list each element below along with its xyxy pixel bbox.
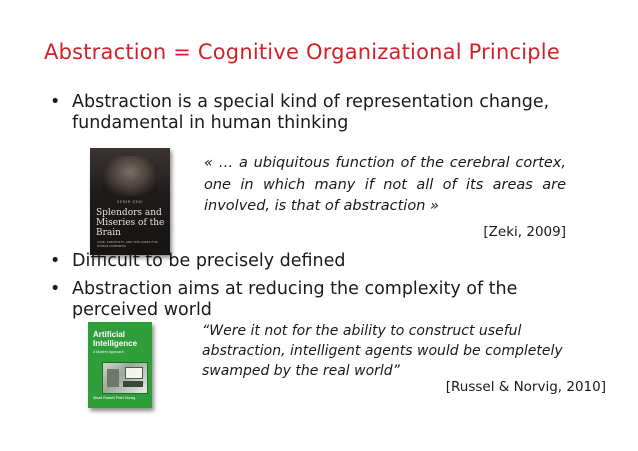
book-author: SEMIR ZEKI	[117, 200, 143, 204]
reference-russell-norvig: [Russel & Norvig, 2010]	[445, 379, 606, 395]
bullet-text: Difficult to be precisely defined	[72, 251, 346, 271]
book-cover-splendors	[90, 148, 170, 255]
bullet-text: Abstraction is a special kind of representation change, fundamental in human thinking	[72, 92, 550, 133]
bullet-marker: •	[50, 251, 61, 271]
book-authors: Stuart Russell Peter Norvig	[93, 396, 136, 400]
book-subtitle: LOVE, CREATIVITY, AND THE QUEST FOR HUMAN HAPPINESS	[97, 240, 158, 248]
quote-zeki: « … a ubiquitous function of the cerebral cortex, one in which many if not all of its areas are involved, is that of abstraction »	[204, 155, 566, 214]
slide-title: Abstraction = Cognitive Organizational Principle	[44, 40, 560, 64]
bullet-marker: •	[50, 279, 61, 299]
book-title: Splendors and Miseries of the Brain	[96, 208, 165, 238]
book-title: Artificial Intelligence	[93, 330, 138, 348]
quote-russell-norvig: “Were it not for the ability to construct useful abstraction, intelligent agents would be completely swamped by the real world”	[202, 323, 563, 379]
bullet-item	[50, 251, 590, 272]
cover-illustration	[102, 362, 148, 394]
bullet-marker: •	[50, 92, 61, 112]
cover-illustration	[102, 156, 158, 196]
bullet-item	[50, 92, 590, 134]
book-subtitle: A Modern Approach	[93, 350, 124, 354]
reference-zeki: [Zeki, 2009]	[483, 224, 566, 240]
book-cover-aima	[88, 322, 152, 408]
bullet-item	[50, 279, 590, 321]
bullet-text: Abstraction aims at reducing the complexity of the perceived world	[72, 279, 518, 320]
